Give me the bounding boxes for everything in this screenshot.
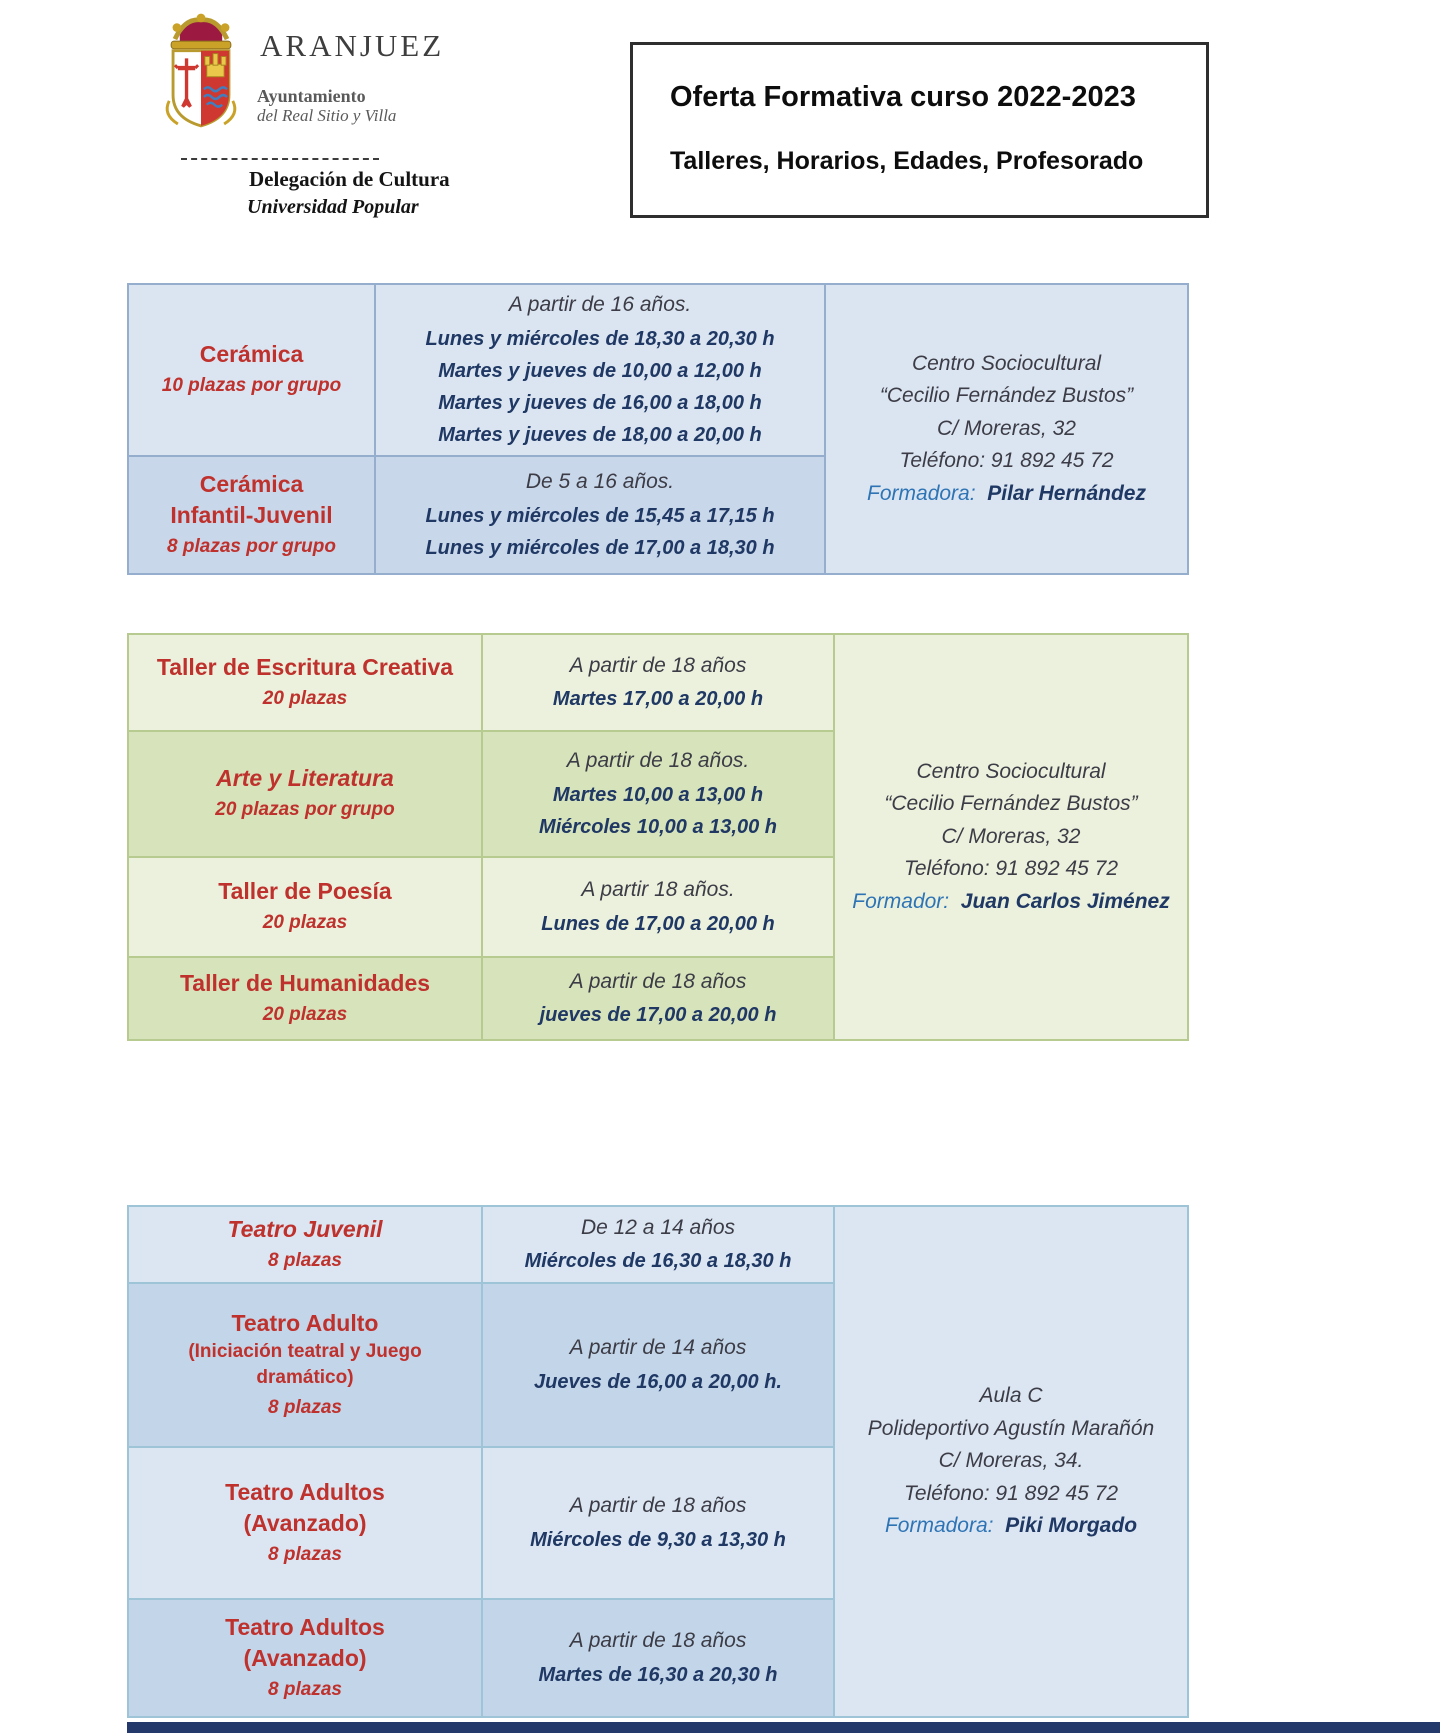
trainer-line (852, 886, 1169, 919)
trainer-line (885, 1510, 1137, 1543)
course-capacity: 8 plazas (268, 1678, 342, 1700)
aranjuez-crest-logo (148, 6, 254, 134)
schedule-line: Martes de 16,30 a 20,30 h (538, 1663, 778, 1686)
schedule-line: Martes y jueves de 10,00 a 12,00 h (438, 359, 762, 382)
ceramica-table (127, 283, 1189, 575)
trainer-name: Juan Carlos Jiménez (960, 889, 1170, 913)
age-range: A partir 18 años. (581, 878, 735, 902)
schedule-cell (483, 1600, 833, 1716)
course-title: Taller de Escritura Creativa (156, 653, 454, 680)
location-cell (826, 285, 1187, 573)
age-range: A partir de 16 años. (508, 293, 692, 317)
location-line: Aula C (979, 1384, 1043, 1408)
crown-icon (171, 14, 231, 49)
age-range: De 5 a 16 años. (525, 470, 675, 494)
schedule-cell (483, 732, 833, 856)
age-range: A partir de 18 años (569, 1494, 747, 1518)
brand-name: ARANJUEZ (260, 28, 445, 63)
municipality-line1: Ayuntamiento (257, 86, 366, 106)
course-title: Teatro Adultos (225, 1478, 385, 1505)
schedule-cell (376, 285, 824, 455)
schedule-line: Jueves de 16,00 a 20,00 h. (534, 1370, 782, 1393)
trainer-label: Formadora: (867, 481, 976, 505)
location-line: Teléfono: 91 892 45 72 (899, 449, 1114, 473)
age-range: A partir de 18 años (569, 1629, 747, 1653)
course-subtitle: (Avanzado) (243, 1509, 367, 1536)
location-cell (835, 635, 1187, 1039)
course-capacity: 20 plazas (262, 912, 348, 934)
schedule-cell (483, 958, 833, 1039)
divider-dashed-line (181, 158, 379, 160)
course-title: Teatro Juvenil (227, 1215, 383, 1242)
course-cell (129, 285, 374, 455)
escritura-table (127, 633, 1189, 1041)
schedule-cell (483, 635, 833, 730)
schedule-line: Lunes y miércoles de 15,45 a 17,15 h (425, 504, 775, 527)
course-cell (129, 958, 481, 1039)
location-line: Polideportivo Agustín Marañón (867, 1416, 1155, 1440)
course-cell (129, 858, 481, 956)
course-capacity: 8 plazas (268, 1249, 342, 1271)
municipality-line2: del Real Sitio y Villa (257, 106, 397, 125)
course-capacity: 8 plazas por grupo (167, 535, 336, 557)
course-title: Teatro Adulto (231, 1309, 379, 1336)
schedule-cell (483, 1448, 833, 1598)
course-title: Teatro Adultos (225, 1613, 385, 1640)
location-line: C/ Moreras, 34. (938, 1449, 1084, 1473)
teatro-table (127, 1205, 1189, 1718)
course-cell (129, 457, 374, 573)
course-subtitle: (Iniciación teatral y Juego dramático) (188, 1340, 422, 1389)
document-title-box (630, 42, 1209, 218)
location-cell (835, 1207, 1187, 1716)
course-cell (129, 1207, 481, 1282)
course-capacity: 20 plazas (262, 687, 348, 709)
page-subtitle: Talleres, Horarios, Edades, Profesorado (670, 147, 1144, 175)
schedule-line: Miércoles de 16,30 a 18,30 h (524, 1250, 792, 1273)
page-title: Oferta Formativa curso 2022-2023 (670, 81, 1136, 113)
location-line: Centro Sociocultural (916, 759, 1106, 783)
schedule-line: Lunes y miércoles de 18,30 a 20,30 h (425, 327, 775, 350)
course-cell (129, 1284, 481, 1446)
schedule-cell (376, 457, 824, 573)
course-capacity: 10 plazas por grupo (161, 375, 342, 397)
schedule-cell (483, 1207, 833, 1282)
institution-name: Universidad Popular (247, 196, 419, 218)
location-line: “Cecilio Fernández Bustos” (884, 792, 1138, 816)
trainer-line (867, 478, 1146, 511)
schedule-cell (483, 1284, 833, 1446)
trainer-label: Formador: (852, 889, 950, 913)
course-capacity: 20 plazas por grupo (215, 799, 395, 821)
course-cell (129, 1600, 481, 1716)
trainer-label: Formadora: (884, 1514, 994, 1538)
age-range: A partir de 18 años (569, 653, 747, 677)
age-range: A partir de 14 años (569, 1336, 747, 1360)
trainer-name: Piki Morgado (1005, 1514, 1138, 1538)
schedule-line: Martes y jueves de 16,00 a 18,00 h (438, 391, 762, 414)
course-capacity: 8 plazas (268, 1396, 342, 1418)
location-line: Teléfono: 91 892 45 72 (903, 1481, 1119, 1505)
course-cell (129, 732, 481, 856)
location-line: C/ Moreras, 32 (937, 416, 1076, 440)
schedule-line: Martes 10,00 a 13,00 h (552, 783, 764, 806)
schedule-line: Martes 17,00 a 20,00 h (552, 688, 764, 711)
schedule-line: Lunes de 17,00 a 20,00 h (541, 912, 775, 935)
schedule-line: Lunes y miércoles de 17,00 a 18,30 h (425, 536, 775, 559)
schedule-line: jueves de 17,00 a 20,00 h (539, 1004, 777, 1027)
age-range: A partir de 18 años. (566, 749, 750, 773)
course-title: Taller de Humanidades (179, 969, 431, 996)
course-capacity: 8 plazas (268, 1543, 342, 1565)
shield-icon (173, 51, 229, 126)
location-line: C/ Moreras, 32 (941, 824, 1081, 848)
course-cell (129, 1448, 481, 1598)
course-capacity: 20 plazas (262, 1003, 348, 1025)
department-name: Delegación de Cultura (249, 167, 450, 191)
next-page-table-edge (127, 1722, 1440, 1733)
course-cell (129, 635, 481, 730)
course-title: Cerámica (199, 341, 304, 368)
age-range: A partir de 18 años (569, 969, 747, 993)
schedule-line: Miércoles de 9,30 a 13,30 h (530, 1528, 786, 1551)
location-line: Teléfono: 91 892 45 72 (903, 857, 1119, 881)
course-title: Taller de Poesía (218, 878, 392, 905)
course-title: Cerámica (199, 470, 304, 497)
course-title-line2: Infantil-Juvenil (170, 501, 333, 528)
schedule-line: Miércoles 10,00 a 13,00 h (539, 815, 777, 838)
location-line: Centro Sociocultural (911, 351, 1102, 375)
location-line: “Cecilio Fernández Bustos” (879, 384, 1134, 408)
schedule-line: Martes y jueves de 18,00 a 20,00 h (438, 423, 762, 446)
age-range: De 12 a 14 años (580, 1215, 736, 1239)
trainer-name: Pilar Hernández (987, 481, 1146, 505)
course-subtitle: (Avanzado) (243, 1644, 367, 1671)
course-title: Arte y Literatura (216, 765, 394, 792)
schedule-cell (483, 858, 833, 956)
